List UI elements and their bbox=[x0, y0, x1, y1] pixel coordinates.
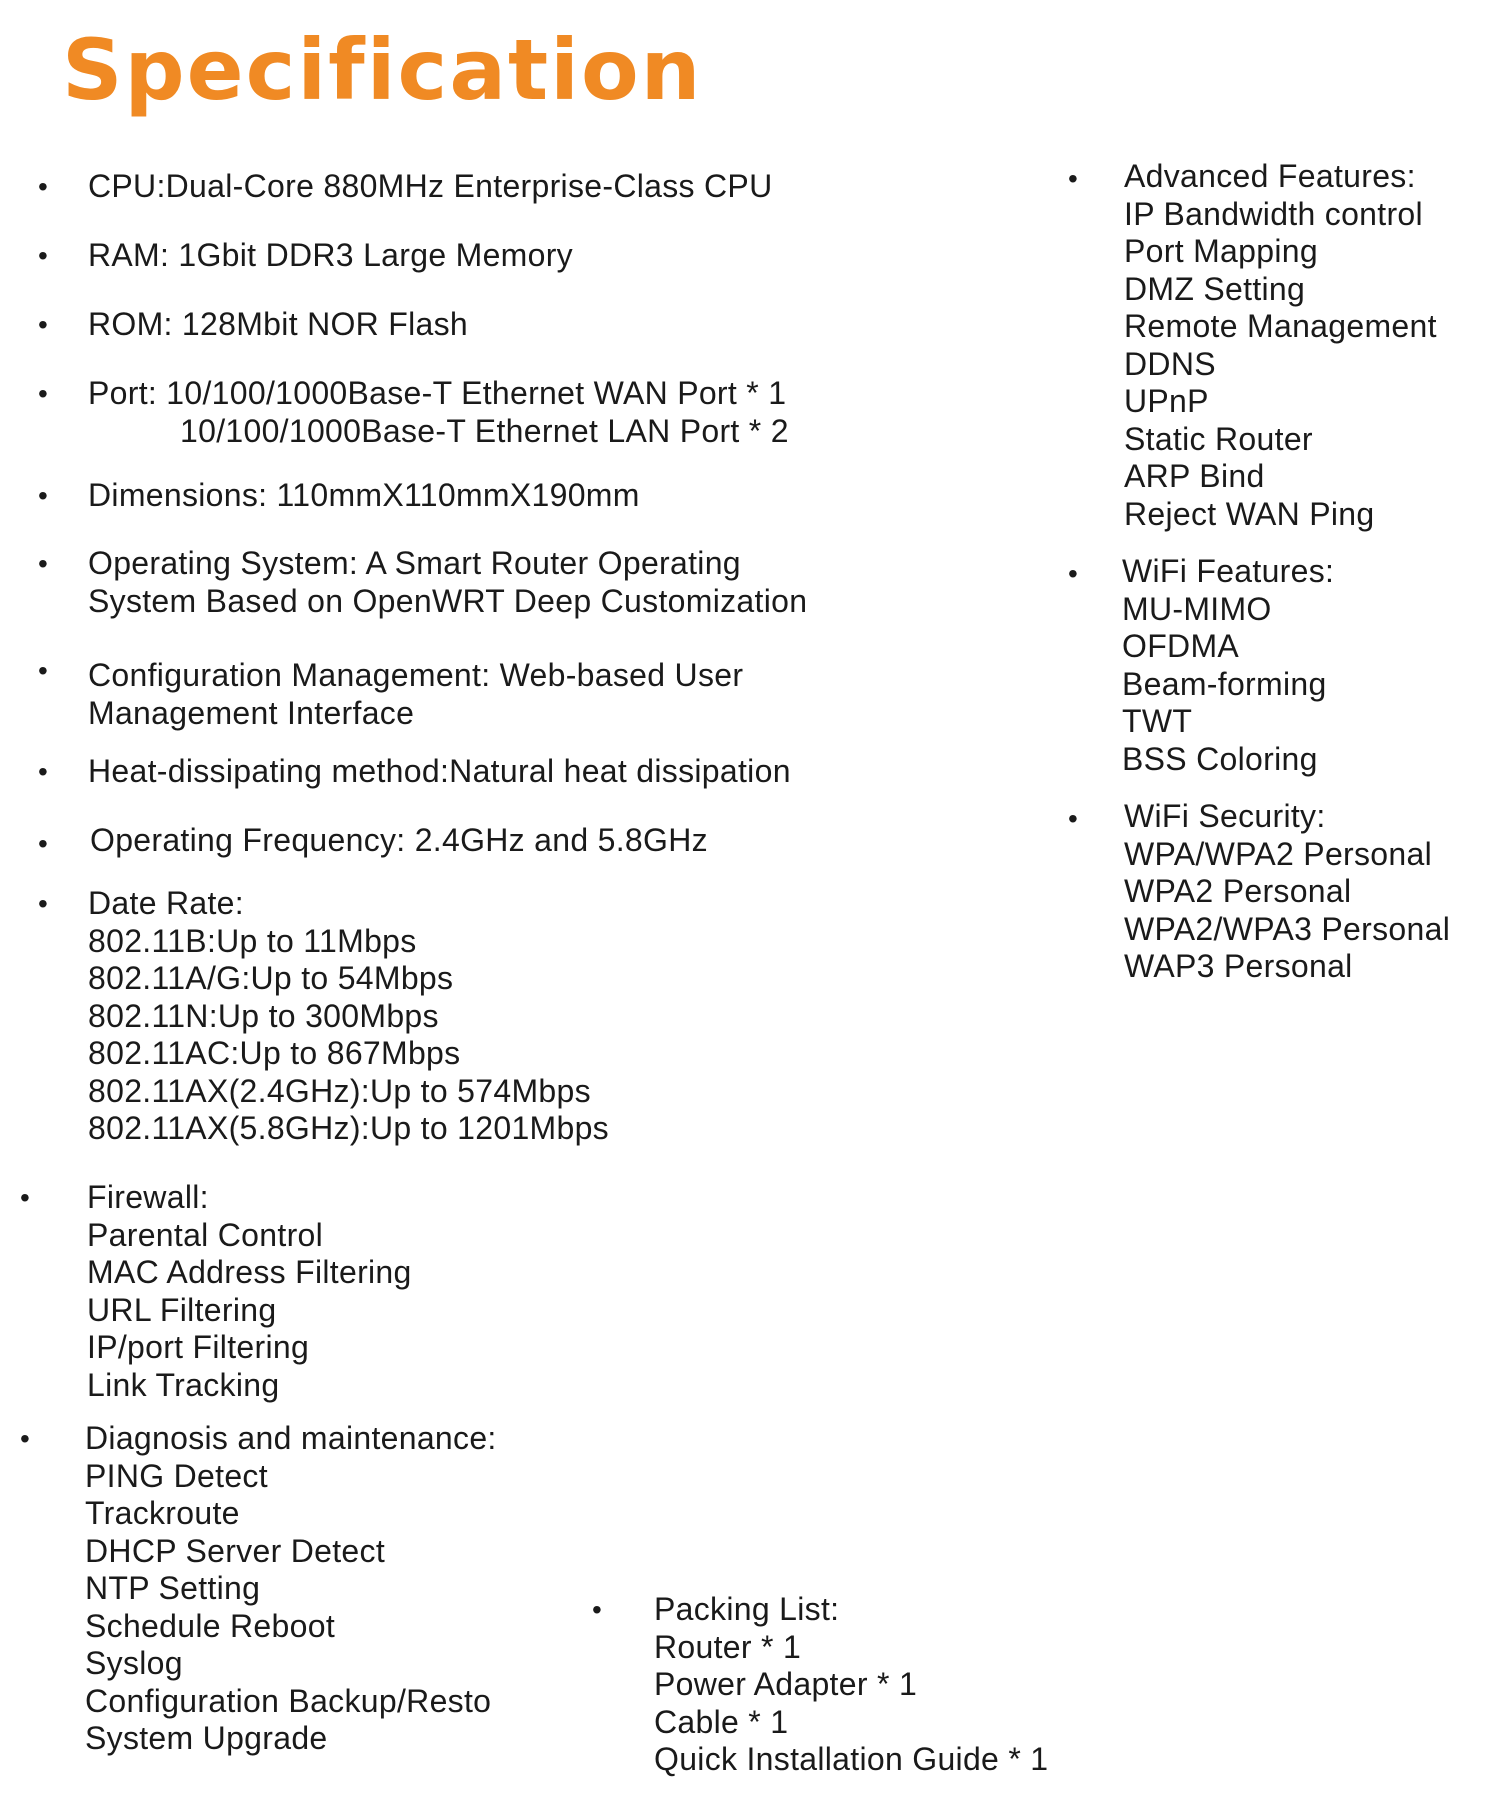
spec-line: Operating System: A Smart Router Operating bbox=[88, 545, 741, 581]
spec-line: Port Mapping bbox=[1124, 233, 1318, 269]
spec-line: IP/port Filtering bbox=[87, 1329, 310, 1365]
spec-line: UPnP bbox=[1124, 383, 1209, 419]
bullet-icon: • bbox=[20, 1182, 30, 1213]
bullet-icon: • bbox=[38, 240, 48, 271]
spec-wifi-security bbox=[1124, 798, 1450, 986]
spec-line: DHCP Server Detect bbox=[85, 1532, 386, 1569]
spec-line: 10/100/1000Base-T Ethernet LAN Port * 2 bbox=[180, 412, 789, 449]
spec-line: Router * 1 bbox=[654, 1628, 802, 1665]
spec-line: System Upgrade bbox=[85, 1720, 328, 1756]
spec-line: MAC Address Filtering bbox=[87, 1254, 412, 1290]
spec-cpu bbox=[88, 168, 773, 206]
spec-dimensions bbox=[88, 477, 640, 515]
spec-line: IP Bandwidth control bbox=[1124, 195, 1423, 232]
spec-operating-frequency bbox=[90, 822, 708, 860]
spec-line: Trackroute bbox=[85, 1495, 240, 1531]
spec-line: 802.11N:Up to 300Mbps bbox=[88, 997, 439, 1034]
spec-configuration-management bbox=[88, 657, 743, 732]
spec-line: 802.11B:Up to 11Mbps bbox=[88, 922, 417, 959]
spec-line: WiFi Features: bbox=[1122, 553, 1335, 589]
spec-line: Diagnosis and maintenance: bbox=[85, 1420, 497, 1456]
spec-line: TWT bbox=[1122, 703, 1193, 739]
spec-data-rate bbox=[88, 885, 609, 1148]
bullet-icon: • bbox=[38, 378, 48, 409]
spec-line: WPA2/WPA3 Personal bbox=[1124, 910, 1451, 947]
spec-line: Parental Control bbox=[87, 1216, 324, 1253]
spec-line: DDNS bbox=[1124, 345, 1216, 382]
spec-line: WPA2 Personal bbox=[1124, 873, 1352, 909]
spec-port bbox=[88, 375, 789, 450]
spec-line: Dimensions: 110mmX110mmX190mm bbox=[88, 477, 640, 513]
spec-line: System Based on OpenWRT Deep Customization bbox=[88, 582, 808, 619]
spec-line: PING Detect bbox=[85, 1457, 268, 1494]
spec-line: Firewall: bbox=[87, 1179, 209, 1215]
spec-line: Packing List: bbox=[654, 1591, 840, 1627]
spec-advanced-features bbox=[1124, 158, 1437, 533]
spec-line: WPA/WPA2 Personal bbox=[1124, 835, 1433, 872]
spec-diagnosis-maintenance bbox=[85, 1420, 529, 1758]
bullet-icon: • bbox=[38, 655, 48, 686]
bullet-icon: • bbox=[20, 1423, 30, 1454]
spec-line: OFDMA bbox=[1122, 628, 1240, 664]
bullet-icon: • bbox=[38, 309, 48, 340]
spec-packing-list bbox=[654, 1591, 1048, 1779]
spec-line: Configuration Management: Web-based User bbox=[88, 657, 744, 693]
bullet-icon: • bbox=[38, 480, 48, 511]
spec-line: URL Filtering bbox=[87, 1291, 277, 1328]
spec-line: MU-MIMO bbox=[1122, 590, 1272, 627]
spec-line: 802.11AX(2.4GHz):Up to 574Mbps bbox=[88, 1072, 591, 1109]
spec-line: CPU:Dual-Core 880MHz Enterprise-Class CPU bbox=[88, 168, 773, 204]
bullet-icon: • bbox=[1068, 558, 1078, 589]
spec-line: Operating Frequency: 2.4GHz and 5.8GHz bbox=[90, 822, 708, 858]
page-title: Specification bbox=[62, 21, 703, 119]
spec-line: Port: 10/100/1000Base-T Ethernet WAN Port * 1 bbox=[88, 375, 787, 411]
spec-heat-dissipation bbox=[88, 753, 791, 791]
bullet-icon: • bbox=[38, 171, 48, 202]
spec-line: Configuration Backup/Resto bbox=[85, 1682, 492, 1719]
spec-line: Advanced Features: bbox=[1124, 158, 1416, 194]
spec-line: 802.11AC:Up to 867Mbps bbox=[88, 1035, 461, 1071]
bullet-icon: • bbox=[38, 828, 48, 859]
spec-line: Power Adapter * 1 bbox=[654, 1666, 918, 1702]
spec-firewall bbox=[87, 1179, 412, 1404]
spec-line: DMZ Setting bbox=[1124, 270, 1306, 307]
spec-line: NTP Setting bbox=[85, 1570, 261, 1606]
spec-line: ARP Bind bbox=[1124, 458, 1265, 494]
bullet-icon: • bbox=[1068, 163, 1078, 194]
spec-line: WAP3 Personal bbox=[1124, 948, 1353, 984]
spec-line: WiFi Security: bbox=[1124, 798, 1326, 834]
spec-line: Link Tracking bbox=[87, 1366, 280, 1403]
spec-line: Heat-dissipating method:Natural heat dissipation bbox=[88, 753, 791, 789]
spec-line: Management Interface bbox=[88, 694, 415, 731]
spec-line: RAM: 1Gbit DDR3 Large Memory bbox=[88, 237, 573, 273]
spec-line: Static Router bbox=[1124, 420, 1313, 457]
spec-line: Cable * 1 bbox=[654, 1703, 789, 1740]
spec-line: Quick Installation Guide * 1 bbox=[654, 1741, 1049, 1777]
spec-line: BSS Coloring bbox=[1122, 740, 1318, 777]
spec-line: Syslog bbox=[85, 1645, 183, 1681]
spec-line: Date Rate: bbox=[88, 885, 244, 921]
spec-line: Schedule Reboot bbox=[85, 1607, 336, 1644]
spec-operating-system bbox=[88, 545, 807, 620]
spec-rom bbox=[88, 306, 468, 344]
bullet-icon: • bbox=[592, 1594, 602, 1625]
bullet-icon: • bbox=[38, 756, 48, 787]
bullet-icon: • bbox=[38, 548, 48, 579]
spec-line: Reject WAN Ping bbox=[1124, 495, 1375, 532]
spec-line: ROM: 128Mbit NOR Flash bbox=[88, 306, 469, 342]
spec-ram bbox=[88, 237, 573, 275]
spec-line: 802.11AX(5.8GHz):Up to 1201Mbps bbox=[88, 1110, 609, 1146]
spec-wifi-features bbox=[1122, 553, 1334, 778]
bullet-icon: • bbox=[38, 888, 48, 919]
bullet-icon: • bbox=[1068, 803, 1078, 834]
spec-line: Remote Management bbox=[1124, 308, 1437, 344]
spec-line: Beam-forming bbox=[1122, 665, 1327, 702]
spec-line: 802.11A/G:Up to 54Mbps bbox=[88, 960, 454, 996]
